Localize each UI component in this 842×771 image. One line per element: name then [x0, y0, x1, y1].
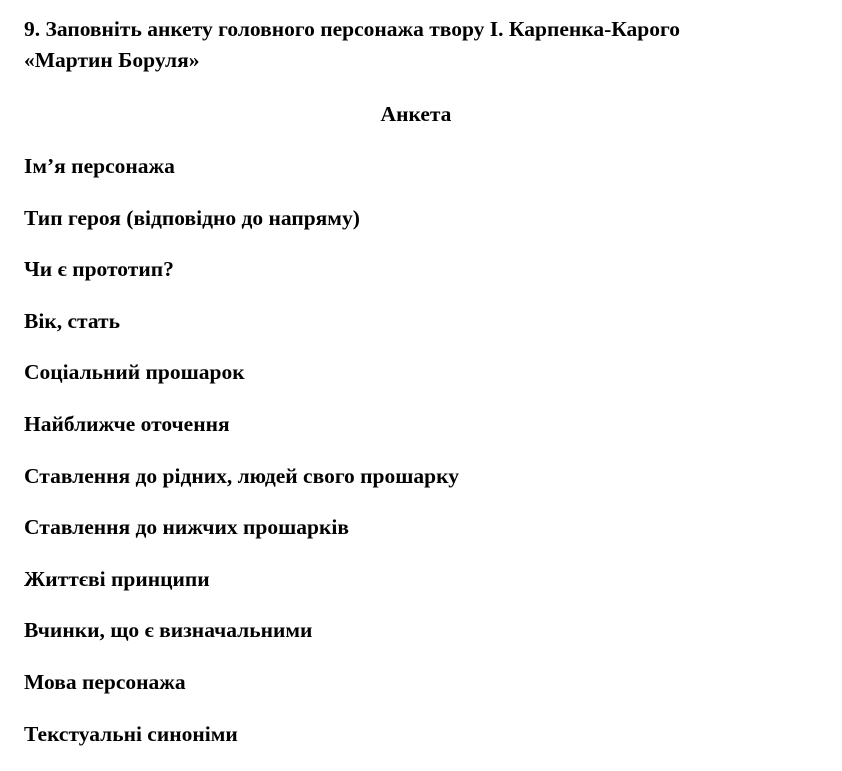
field-character-name: Ім’я персонажа: [24, 154, 175, 178]
field-character-speech: Мова персонажа: [24, 669, 186, 694]
task-title-line-2: «Мартин Боруля»: [24, 48, 200, 72]
task-title-line-1: 9. Заповніть анкету головного персонажа твору І. Карпенка-Карого: [24, 17, 680, 41]
field-attitude-relatives: Ставлення до рідних, людей свого прошарку: [24, 463, 459, 488]
field-life-principles: Життєві принципи: [24, 566, 210, 591]
field-attitude-lower-classes: Ставлення до нижчих прошарків: [24, 515, 349, 540]
field-prototype: Чи є прототип?: [24, 257, 174, 282]
questionnaire-fields: [24, 152, 459, 771]
field-age-sex: Вік, стать: [24, 308, 120, 333]
field-textual-synonyms: Текстуальні синоніми: [24, 721, 238, 746]
form-heading: Анкета: [380, 102, 452, 126]
field-close-circle: Найближче оточення: [24, 411, 230, 436]
field-hero-type: Тип героя (відповідно до напряму): [24, 205, 360, 230]
field-social-class: Соціальний прошарок: [24, 360, 245, 385]
task-title: [24, 14, 824, 76]
field-defining-actions: Вчинки, що є визначальними: [24, 618, 313, 643]
